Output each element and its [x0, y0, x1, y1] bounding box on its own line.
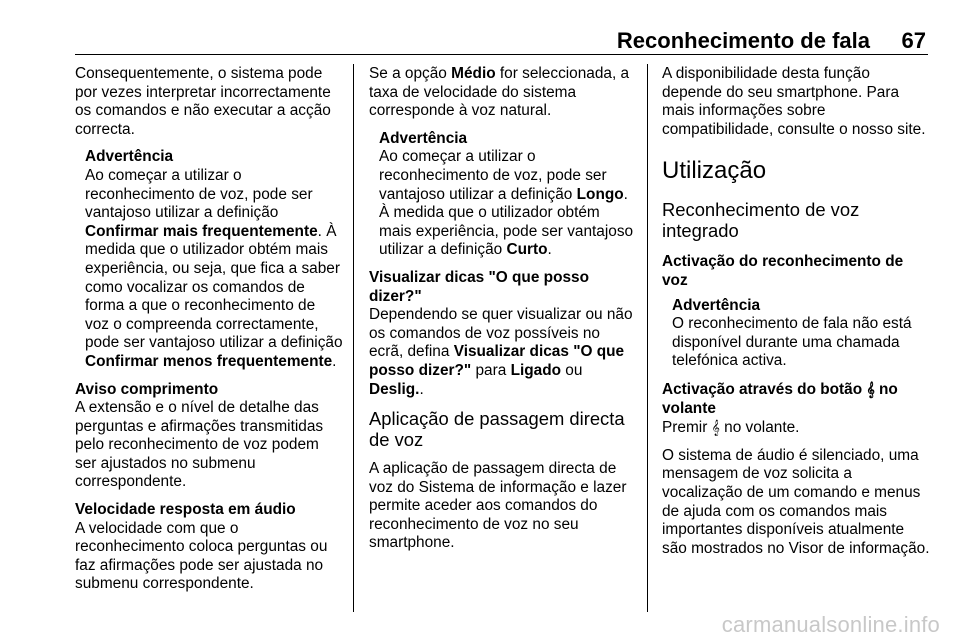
subheading-length: Aviso comprimento — [75, 380, 219, 398]
intro-paragraph: Consequentemente, o sistema pode por vezes interpretar incorrectamente os comandos e não executar a acção correcta. — [75, 65, 331, 138]
subheading-speed: Velocidade resposta em áudio — [75, 501, 296, 519]
note-box — [85, 148, 343, 371]
column-divider-2 — [647, 64, 648, 612]
section-title-passthrough: Aplicação de passagem directa de voz — [369, 408, 625, 451]
column-divider-1 — [353, 64, 354, 612]
note-text: Ao começar a utilizar o reconhecimento de voz, pode ser vantajoso utilizar a definição Longo. À medida que o utilizador obtém mais experiência, pode ser vantajoso utilizar a definição Curto. — [379, 148, 634, 259]
column-3 — [662, 65, 932, 567]
note-heading: Advertência — [85, 148, 174, 166]
speed-paragraph: Se a opção Médio for seleccionada, a taxa de velocidade do sistema corresponde à voz natural. — [369, 65, 630, 120]
page-title: Reconhecimento de fala — [616, 28, 870, 53]
subheading-hints: Visualizar dicas "O que posso dizer?" — [369, 268, 589, 305]
watermark: carmanualsonline.info — [721, 612, 940, 637]
subheading-button-activation: Activação através do botão 𝄞 no volante — [662, 380, 898, 417]
column-1 — [75, 65, 343, 603]
note-text: Ao começar a utilizar o reconhecimento de voz, pode ser vantajoso utilizar a definição Confirmar mais frequentemente. À medida que o utilizador obtém mais experiência, ou seja, que fica a saber como vocalizar os comandos de forma a que o reconhecimento de voz o compreenda correctamente, pode ser vantajoso utilizar a definição Confirmar menos frequentemente. — [85, 166, 343, 370]
heading-usage: Utilização — [662, 157, 767, 185]
note-box — [379, 130, 635, 260]
voice-button-icon: 𝄞 — [866, 380, 875, 397]
hints-text: Dependendo se quer visualizar ou não os comandos de voz possíveis no ecrã, defina Visualizar dicas "O que posso dizer?" para Ligado ou Deslig.. — [369, 306, 633, 398]
press-text: Premir 𝄞 no volante. — [662, 419, 800, 437]
note-heading: Advertência — [672, 296, 761, 314]
availability-text: A disponibilidade desta função depende do seu smartphone. Para mais informações sobre compatibilidade, consulte o nosso site. — [662, 65, 926, 138]
note-box — [672, 297, 932, 371]
length-text: A extensão e o nível de detalhe das perguntas e afirmações transmitidas pelo reconhecimento de voz podem ser ajustados no submenu correspondente. — [75, 399, 324, 491]
passthrough-text: A aplicação de passagem directa de voz do Sistema de informação e lazer permite aceder aos comandos do reconhecimento de voz no seu smartphone. — [369, 460, 627, 552]
subheading-activation: Activação do reconhecimento de voz — [662, 253, 904, 289]
page-header — [75, 24, 928, 55]
note-text: O reconhecimento de fala não está disponível durante uma chamada telefónica activa. — [672, 315, 912, 370]
heading-integrated: Reconhecimento de voz integrado — [662, 199, 860, 242]
note-heading: Advertência — [379, 129, 468, 147]
speed-text: A velocidade com que o reconhecimento coloca perguntas ou faz afirmações pode ser ajustada no submenu correspondente. — [75, 519, 328, 593]
audio-muted-text: O sistema de áudio é silenciado, uma mensagem de voz solicita a vocalização de um comando e menus de ajuda com os comandos mais importantes disponíveis atualmente são mostrados no Visor de informação. — [662, 446, 930, 557]
page-number: 67 — [901, 28, 926, 53]
column-2 — [369, 65, 635, 562]
voice-button-icon: 𝄞 — [711, 419, 720, 436]
